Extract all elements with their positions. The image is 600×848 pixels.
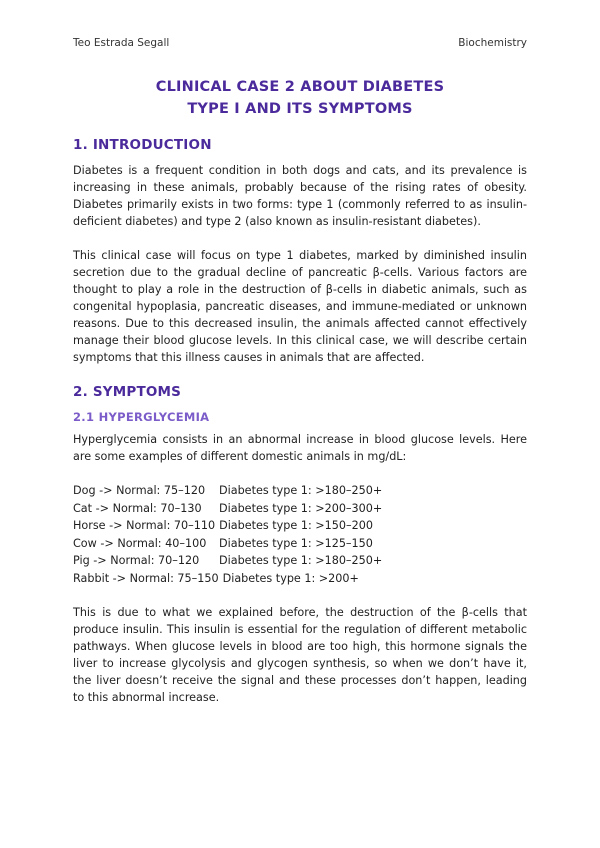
normal-range: Pig -> Normal: 70–120 [73, 554, 200, 567]
glucose-levels-list [73, 482, 527, 587]
intro-paragraph-1: Diabetes is a frequent condition in both dogs and cats, and its prevalence is increasing in these animals, probably because of the rising rates of obesity. Diabetes primarily exists in two forms: type 1 (commonly referred to as insulin-deficient diabetes) and type 2 (also known as insulin-resistant diabetes). [73, 164, 527, 228]
glucose-row [73, 552, 527, 570]
diabetes-range: Diabetes type 1: >150–200 [219, 519, 373, 532]
normal-range: Rabbit -> Normal: 75–150 [73, 571, 219, 585]
intro-paragraph-2: This clinical case will focus on type 1 diabetes, marked by diminished insulin secretion due to the gradual decline of pancreatic β-cells. Various factors are thought to play a role in the destruction of β-cells in diabetic animals, such as congenital hypoplasia, pancreatic diseases, and immune-mediated or unknown reasons. Due to this decreased insulin, the animals affected cannot effectively manage their blood glucose levels. In this clinical case, we will describe certain symptoms that this illness causes in animals that are affected. [73, 249, 527, 364]
glucose-row [73, 535, 527, 553]
glucose-row [73, 570, 527, 588]
section-heading-symptoms: 2. SYMPTOMS [73, 384, 182, 400]
page-header [73, 37, 527, 49]
diabetes-range: Diabetes type 1: >200–300+ [219, 501, 383, 515]
glucose-row [73, 517, 527, 535]
glucose-row [73, 482, 527, 500]
title-line-1: CLINICAL CASE 2 ABOUT DIABETES [155, 79, 445, 95]
document-title [0, 76, 600, 120]
diabetes-range: Diabetes type 1: >125–150 [219, 536, 373, 550]
title-line-2: TYPE I AND ITS SYMPTOMS [187, 101, 413, 117]
header-author: Teo Estrada Segall [73, 37, 170, 49]
diabetes-range: Diabetes type 1: >200+ [222, 571, 359, 585]
glucose-row [73, 500, 527, 518]
normal-range: Horse -> Normal: 70–110 [73, 519, 216, 532]
document-body [73, 136, 527, 706]
hyperglycemia-paragraph-2: This is due to what we explained before, the destruction of the β-cells that produce insulin. This insulin is essential for the regulation of different metabolic pathways. When glucose levels in blood are too high, this hormone signals the liver to increase glycolysis and glycogen synthesis, so when we don’t have it, the liver doesn’t receive the signal and these processes don’t happen, leading to this abnormal increase. [73, 606, 527, 704]
hyperglycemia-paragraph-1: Hyperglycemia consists in an abnormal increase in blood glucose levels. Here are some examples of different domestic animals in mg/dL: [73, 433, 527, 463]
diabetes-range: Diabetes type 1: >180–250+ [219, 554, 383, 567]
diabetes-range: Diabetes type 1: >180–250+ [219, 484, 383, 497]
normal-range: Cat -> Normal: 70–130 [73, 501, 202, 515]
subsection-heading-hyperglycemia: 2.1 HYPERGLYCEMIA [73, 410, 210, 424]
section-heading-introduction: 1. INTRODUCTION [73, 137, 212, 153]
normal-range: Cow -> Normal: 40–100 [73, 536, 207, 550]
header-subject: Biochemistry [458, 37, 527, 49]
normal-range: Dog -> Normal: 75–120 [73, 484, 206, 497]
